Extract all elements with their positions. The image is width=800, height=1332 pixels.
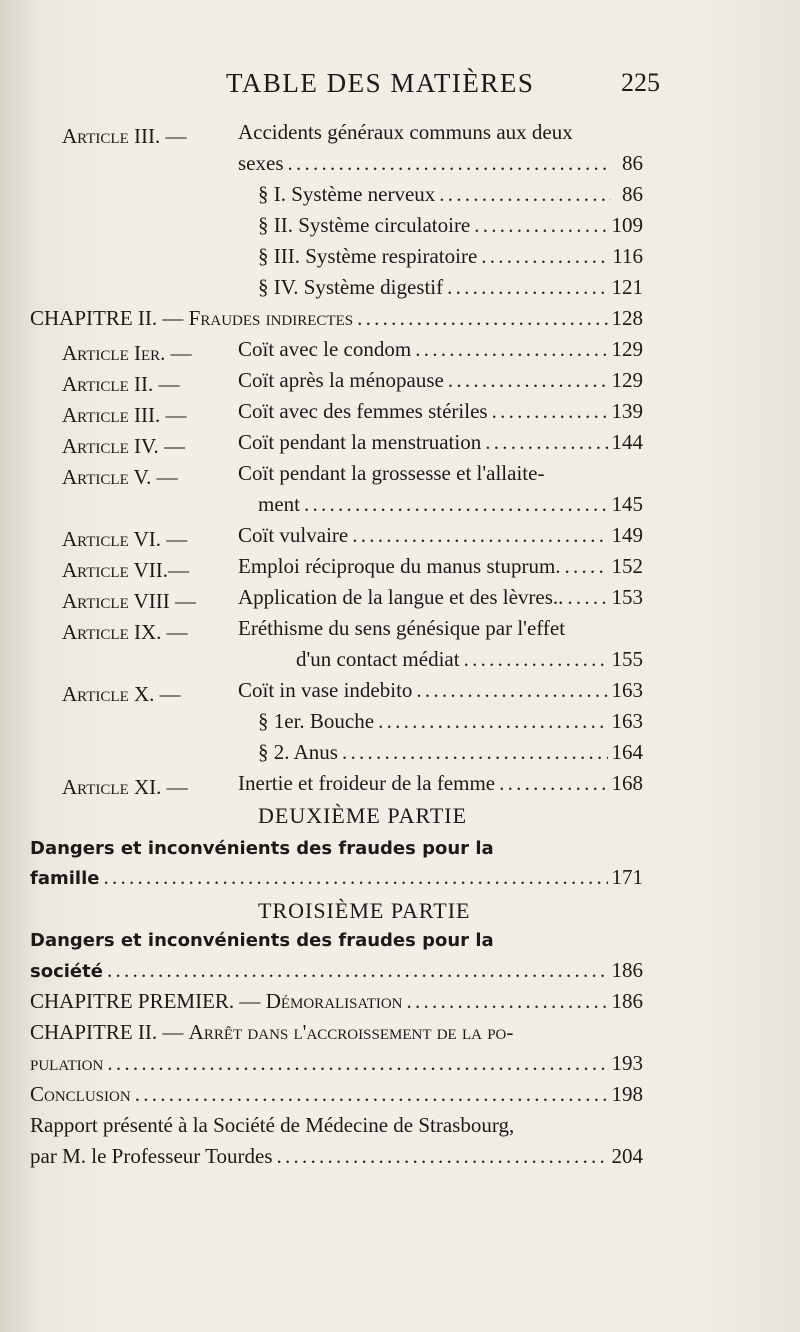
toc-entry-page: 129 bbox=[611, 368, 643, 392]
toc-entry-page: 163 bbox=[611, 709, 643, 733]
toc-entry-page: 129 bbox=[611, 337, 643, 361]
dot-leader bbox=[415, 337, 607, 362]
toc-entry-label: § II. Système circulatoire bbox=[258, 213, 471, 237]
toc-entry-label: Conclusion bbox=[30, 1082, 131, 1106]
toc-entry-page: 186 bbox=[611, 958, 643, 982]
toc-entry-label: § 2. Anus bbox=[258, 740, 338, 764]
running-head bbox=[0, 68, 800, 108]
toc-entry-page: 109 bbox=[611, 213, 643, 237]
toc-entry-prefix: CHAPITRE PREMIER. — bbox=[30, 989, 261, 1013]
dot-leader bbox=[447, 275, 607, 300]
toc-entry bbox=[238, 430, 643, 460]
toc-entry-page: 145 bbox=[611, 492, 643, 516]
part-heading: DEUXIÈME PARTIE bbox=[258, 803, 468, 828]
part-title: Dangers et inconvénients des fraudes pour la bbox=[30, 838, 494, 859]
toc-entry-label: Eréthisme du sens génésique par l'effet bbox=[238, 616, 566, 640]
dot-leader bbox=[464, 647, 608, 672]
toc-entry-label: société bbox=[30, 961, 103, 982]
toc-entry-prefix: CHAPITRE II. — bbox=[30, 306, 184, 330]
toc-entry bbox=[30, 958, 643, 988]
toc-entry-page: 116 bbox=[612, 244, 643, 268]
toc-entry bbox=[238, 585, 643, 615]
toc-entry bbox=[238, 399, 643, 429]
toc-entry-label: Accidents généraux communs aux deux bbox=[238, 120, 573, 144]
dot-leader bbox=[474, 213, 607, 238]
toc-entry-page: 171 bbox=[611, 865, 643, 889]
toc-entry-label: § III. Système respiratoire bbox=[258, 244, 478, 268]
toc-entry-page: 164 bbox=[611, 740, 643, 764]
part-title: Dangers et inconvénients des fraudes pour la bbox=[30, 930, 494, 951]
toc-entry-label: Emploi réciproque du manus stuprum. bbox=[238, 554, 561, 578]
toc-entry-label: Coït avec des femmes stériles bbox=[238, 399, 488, 423]
toc-entry-label: Coït après la ménopause bbox=[238, 368, 444, 392]
toc-entry-label: Inertie et froideur de la femme bbox=[238, 771, 496, 795]
dot-leader bbox=[135, 1082, 608, 1107]
part-heading: TROISIÈME PARTIE bbox=[258, 898, 471, 923]
dot-leader bbox=[107, 1051, 607, 1076]
toc-entry bbox=[238, 337, 643, 367]
toc-entry bbox=[238, 120, 620, 150]
toc-entry-label: d'un contact médiat bbox=[296, 647, 460, 671]
toc-entry bbox=[296, 647, 643, 677]
toc-entry-prefix: Article III. — bbox=[62, 403, 187, 427]
toc-entry bbox=[30, 1020, 643, 1050]
toc-entry bbox=[238, 554, 643, 584]
toc-entry-prefix: Article IX. — bbox=[62, 620, 188, 644]
toc-entry bbox=[238, 678, 643, 708]
toc-entry bbox=[258, 213, 643, 243]
toc-entry-label: § 1er. Bouche bbox=[258, 709, 375, 733]
toc-entry-label: pulation bbox=[30, 1051, 104, 1075]
toc-entry-page: 198 bbox=[611, 1082, 643, 1106]
toc-entry-page: 128 bbox=[611, 306, 643, 330]
dot-leader bbox=[492, 399, 608, 424]
toc-entry bbox=[30, 1144, 643, 1174]
toc-entry-prefix: Article V. — bbox=[62, 465, 178, 489]
toc-entry bbox=[30, 1082, 643, 1112]
dot-leader bbox=[288, 151, 612, 176]
dot-leader bbox=[304, 492, 608, 517]
toc-entry-label: Rapport présenté à la Société de Médecine de Strasbourg, bbox=[30, 1113, 515, 1137]
toc-entry-prefix: Article IV. — bbox=[62, 434, 185, 458]
dot-leader bbox=[357, 306, 607, 331]
toc-entry-label: sexes bbox=[238, 151, 284, 175]
toc-entry-page: 86 bbox=[622, 182, 643, 206]
toc-entry bbox=[30, 1113, 643, 1143]
toc-entry-prefix: Article XI. — bbox=[62, 775, 188, 799]
toc-entry-page: 204 bbox=[611, 1144, 643, 1168]
toc-entry bbox=[258, 740, 643, 770]
toc-entry-label: Coït pendant la grossesse et l'allaite- bbox=[238, 461, 545, 485]
toc-entry-page: 168 bbox=[611, 771, 643, 795]
toc-entry-page: 153 bbox=[611, 585, 643, 609]
dot-leader bbox=[416, 678, 607, 703]
toc-entry-label: Arrêt dans l'accroissement de la po- bbox=[188, 1020, 514, 1044]
toc-entry-page: 149 bbox=[611, 523, 643, 547]
toc-entry bbox=[30, 1051, 643, 1081]
toc-entry-page: 144 bbox=[611, 430, 643, 454]
toc-entry bbox=[30, 865, 643, 895]
running-head-page-number: 225 bbox=[621, 68, 660, 97]
toc-entry-label: ment bbox=[258, 492, 300, 516]
dot-leader bbox=[439, 182, 611, 207]
toc-entry-label: Fraudes indirectes bbox=[188, 306, 354, 330]
toc-entry-prefix: Article VI. — bbox=[62, 527, 188, 551]
toc-entry-page: 186 bbox=[611, 989, 643, 1013]
toc-entry-page: 163 bbox=[611, 678, 643, 702]
toc-entry-prefix: Article X. — bbox=[62, 682, 181, 706]
toc-entry bbox=[238, 616, 643, 646]
toc-entry bbox=[30, 989, 643, 1019]
toc-entry-prefix: Article VII.— bbox=[62, 558, 190, 582]
toc-entry-label: Démoralisation bbox=[265, 989, 403, 1013]
dot-leader bbox=[342, 740, 608, 765]
toc-entry-prefix: Article Ier. — bbox=[62, 341, 192, 365]
toc-entry bbox=[258, 244, 643, 274]
toc-entry-page: 193 bbox=[611, 1051, 643, 1075]
toc-entry bbox=[258, 492, 643, 522]
toc-entry-label: par M. le Professeur Tourdes bbox=[30, 1144, 273, 1168]
dot-leader bbox=[448, 368, 608, 393]
toc-entry-page: 139 bbox=[611, 399, 643, 423]
toc-entry-prefix: Article II. — bbox=[62, 372, 180, 396]
toc-entry-label: § I. Système nerveux bbox=[258, 182, 436, 206]
dot-leader bbox=[481, 244, 608, 269]
dot-leader bbox=[565, 554, 608, 579]
dot-leader bbox=[499, 771, 607, 796]
toc-entry bbox=[258, 275, 643, 305]
toc-entry-prefix: Article VIII — bbox=[62, 589, 197, 613]
toc-entry bbox=[258, 182, 643, 212]
dot-leader bbox=[352, 523, 607, 548]
dot-leader bbox=[277, 1144, 608, 1169]
toc-entry bbox=[238, 523, 643, 553]
toc-entry-label: Coït avec le condom bbox=[238, 337, 412, 361]
toc-entry bbox=[238, 151, 643, 181]
dot-leader bbox=[378, 709, 607, 734]
toc-entry-label: § IV. Système digestif bbox=[258, 275, 444, 299]
toc-entry bbox=[258, 709, 643, 739]
toc-entry-label: Application de la langue et des lèvres.. bbox=[238, 585, 564, 609]
dot-leader bbox=[107, 958, 608, 983]
dot-leader bbox=[407, 989, 608, 1014]
toc-entry-prefix: CHAPITRE II. — bbox=[30, 1020, 184, 1044]
toc-entry bbox=[238, 771, 643, 801]
toc-entry bbox=[238, 368, 643, 398]
toc-entry-prefix: Article III. — bbox=[62, 124, 187, 148]
toc-entry-label: Coït vulvaire bbox=[238, 523, 349, 547]
toc-entry-page: 155 bbox=[611, 647, 643, 671]
toc-entry-page: 121 bbox=[611, 275, 643, 299]
dot-leader bbox=[485, 430, 607, 455]
toc-entry-page: 86 bbox=[622, 151, 643, 175]
toc-entry-label: Coït pendant la menstruation bbox=[238, 430, 482, 454]
toc-entry bbox=[238, 461, 643, 491]
toc-entry bbox=[30, 306, 643, 336]
toc-entry-label: Coït in vase indebito bbox=[238, 678, 413, 702]
dot-leader bbox=[567, 585, 607, 610]
dot-leader bbox=[103, 865, 607, 890]
toc-entry-page: 152 bbox=[611, 554, 643, 578]
running-head-title: TABLE DES MATIÈRES bbox=[226, 68, 535, 98]
toc-entry-label: famille bbox=[30, 868, 100, 889]
